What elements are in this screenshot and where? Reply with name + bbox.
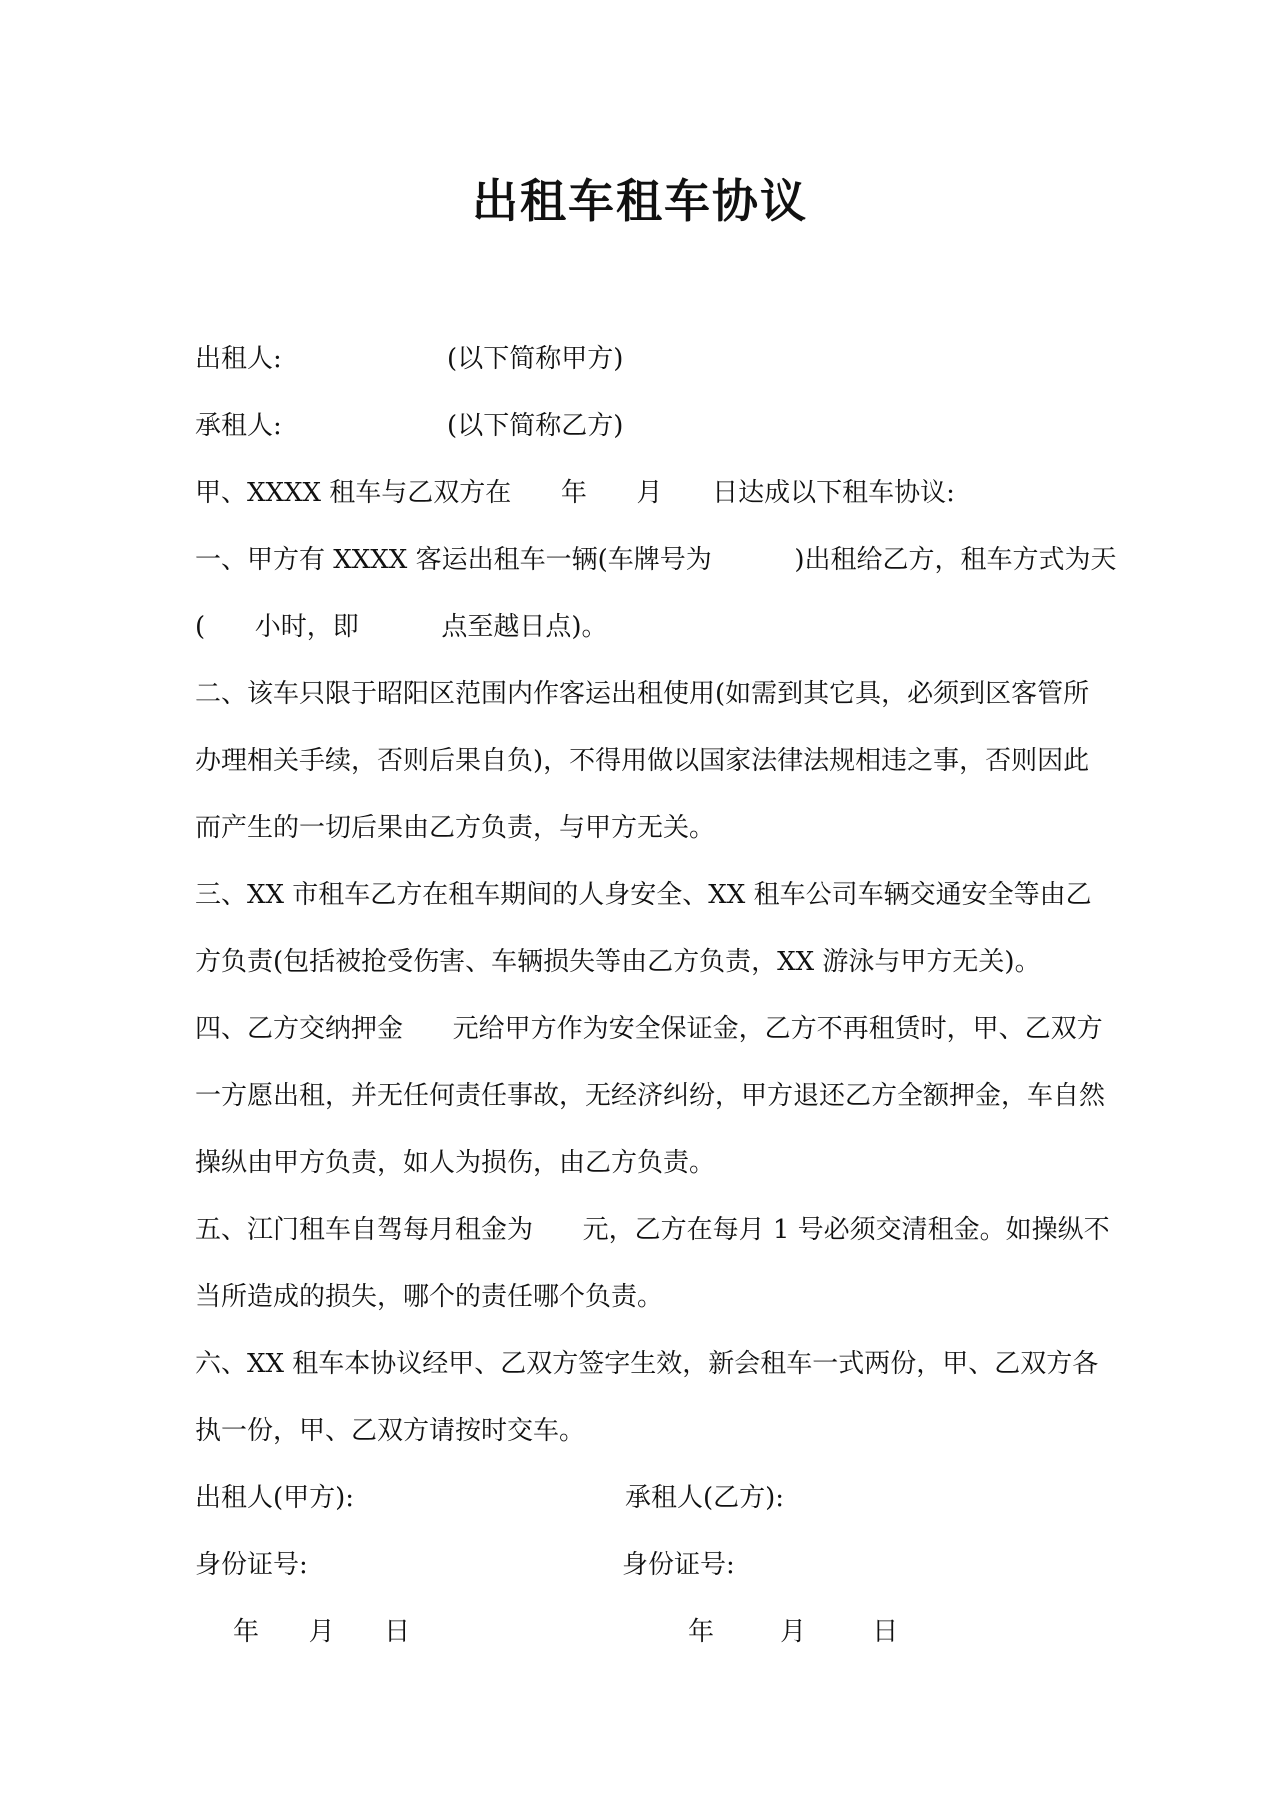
lessor-date: 年 月 日 (233, 1617, 411, 1647)
intro-line: 甲、XXXX 租车与乙双方在 年 月 日达成以下租车协议: (195, 478, 955, 508)
clause-6-line-1: 六、XX 租车本协议经甲、乙双方签字生效，新会租车一式两份，甲、乙双方各 (195, 1349, 1099, 1379)
clause-6-line-2: 执一份，甲、乙双方请按时交车。 (195, 1416, 586, 1446)
clause-4-line-3: 操纵由甲方负责，如人为损伤，由乙方负责。 (195, 1148, 716, 1178)
lessor-line: 出租人: (以下简称甲方) (195, 344, 624, 374)
document-title: 出租车租车协议 (472, 174, 808, 228)
lessee-date: 年 月 日 (688, 1617, 899, 1647)
clause-3-line-2: 方负责(包括被抢受伤害、车辆损失等由乙方负责，XX 游泳与甲方无关)。 (195, 947, 1041, 977)
clause-3-line-1: 三、XX 市租车乙方在租车期间的人身安全、XX 租车公司车辆交通安全等由乙 (195, 880, 1092, 910)
clause-2-line-1: 二、该车只限于昭阳区范围内作客运出租使用(如需到其它具，必须到区客管所 (195, 679, 1090, 709)
lessor-signature-label: 出租人(甲方): (195, 1483, 355, 1513)
clause-5-line-1: 五、江门租车自驾每月租金为 元，乙方在每月 1 号必须交清租金。如操纵不 (195, 1215, 1110, 1245)
clause-1-line-2: ( 小时，即 点至越日点)。 (195, 612, 608, 642)
lessee-signature-label: 承租人(乙方): (625, 1483, 785, 1513)
lessee-line: 承租人: (以下简称乙方) (195, 411, 624, 441)
clause-4-line-2: 一方愿出租，并无任何责任事故，无经济纠纷，甲方退还乙方全额押金，车自然 (195, 1081, 1106, 1111)
clause-2-line-2: 办理相关手续，否则后果自负)，不得用做以国家法律法规相违之事，否则因此 (195, 746, 1090, 776)
clause-4-line-1: 四、乙方交纳押金 元给甲方作为安全保证金，乙方不再租赁时，甲、乙双方 (195, 1014, 1103, 1044)
clause-1-line-1: 一、甲方有 XXXX 客运出租车一辆(车牌号为 )出租给乙方，租车方式为天 (195, 545, 1117, 575)
clause-2-line-3: 而产生的一切后果由乙方负责，与甲方无关。 (195, 813, 716, 843)
lessor-id-label: 身份证号: (195, 1550, 308, 1580)
clause-5-line-2: 当所造成的损失，哪个的责任哪个负责。 (195, 1282, 664, 1312)
lessee-id-label: 身份证号: (622, 1550, 735, 1580)
